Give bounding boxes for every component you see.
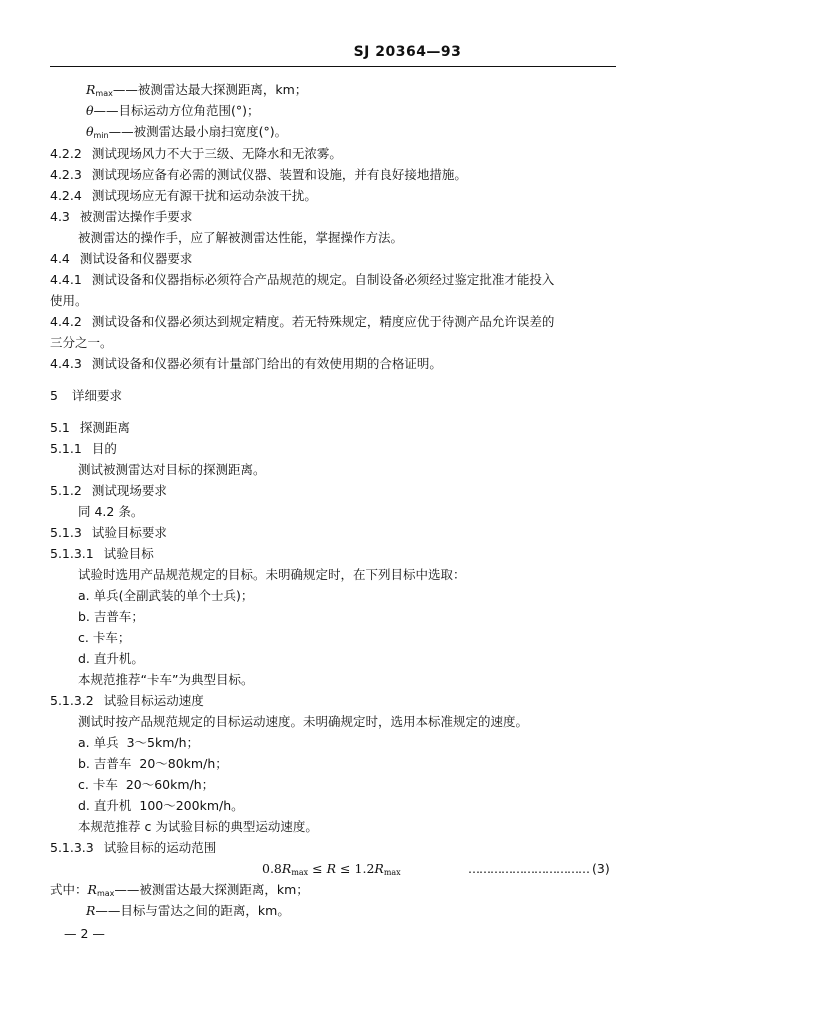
clause-number: 4.4.2 [50,314,82,329]
clause-number: 4.4 [50,251,70,266]
clause-number: 4.3 [50,209,70,224]
clause-4-4-1 [50,272,554,288]
clause-text: 被测雷达操作手要求 [79,209,193,224]
clause-4-3-body: 被测雷达的操作手，应了解被测雷达性能，掌握操作方法。 [78,230,404,245]
clause-4-2-3 [50,167,467,183]
clause-4-4-3 [50,356,442,372]
target-name: 吉普车 [93,756,132,771]
target-speed: 100～200km/h。 [139,798,244,813]
symbol: θ [86,124,94,139]
clause-5-1-3-1-note: 本规范推荐“卡车”为典型目标。 [78,672,254,687]
clause-text: 测试设备和仪器要求 [79,251,193,266]
document-code-header: SJ 20364—93 [353,44,462,60]
clause-text: 探测距离 [79,420,130,435]
subscript: max [96,889,115,898]
clause-5-1-1 [50,441,117,457]
clause-5-1-3-3 [50,840,216,856]
header-rule [50,66,616,67]
equation-relation: ≤ [340,861,351,876]
clause-text: 测试设备和仪器必须达到规定精度。若无特殊规定，精度应优于待测产品允许误差的 [91,314,555,329]
target-speed: 3～5km/h； [126,735,200,750]
symbol: R [87,882,97,897]
subscript: min [93,131,109,140]
clause-text: 测试现场要求 [91,483,167,498]
clause-text: 试验目标 [103,546,154,561]
list-item [78,630,130,646]
subscript: max [95,89,113,98]
clause-number: 5.1.3 [50,525,82,540]
definition-theta-min [86,124,287,144]
list-label: b. [78,609,90,624]
where-definitions-lead [50,882,309,902]
clause-5-1-2-body: 同 4.2 条。 [78,504,144,519]
target-name: 卡车 [92,777,118,792]
page-number: — 2 — [64,926,105,941]
clause-number: 4.4.3 [50,356,82,371]
clause-4-4 [50,251,192,267]
definition-text: ——被测雷达最小扇扫宽度(°)。 [108,124,288,139]
speed-item [78,756,228,772]
list-label: a. [78,735,90,750]
clause-4-4-1-continued: 使用。 [50,293,88,308]
list-item [78,651,144,667]
clause-number: 4.2.4 [50,188,82,203]
list-item [78,588,253,604]
equation-leader-dots: …………………………… [468,862,589,876]
clause-text: 测试现场应无有源干扰和运动杂波干扰。 [91,188,317,203]
definition-text: ——被测雷达最大探测距离，km； [114,882,309,897]
list-text: 卡车； [92,630,131,645]
clause-number: 4.2.3 [50,167,82,182]
clause-number: 5.1 [50,420,70,435]
equation-3 [262,861,401,881]
definition-theta [86,103,260,119]
clause-number: 5 [50,388,58,403]
definition-text: ——目标运动方位角范围(°)； [93,103,260,118]
clause-number: 5.1.3.1 [50,546,94,561]
definition-text: ——被测雷达最大探测距离，km； [112,82,308,97]
clause-5-1-3-1 [50,546,154,562]
clause-5-1-3-2-body: 测试时按产品规范规定的目标运动速度。未明确规定时，选用本标准规定的速度。 [78,714,529,729]
clause-5-1 [50,420,130,436]
clause-text: 试验目标运动速度 [103,693,204,708]
list-label: d. [78,798,90,813]
clause-4-4-2 [50,314,554,330]
clause-text: 测试现场应备有必需的测试仪器、装置和设施，并有良好接地措施。 [91,167,467,182]
equation-coefficient: 0.8 [262,861,282,876]
equation-number: (3) [592,861,610,876]
equation-symbol: R [281,861,292,876]
list-label: d. [78,651,90,666]
list-item [78,609,144,625]
symbol: R [86,903,96,918]
clause-number: 5.1.2 [50,483,82,498]
clause-text: 测试设备和仪器必须有计量部门给出的有效使用期的合格证明。 [91,356,442,371]
equation-subscript: max [383,868,401,877]
symbol: θ [86,103,94,118]
definition-rmax [86,82,307,102]
list-label: c. [78,777,89,792]
equation-symbol: R [374,861,384,876]
speed-item [78,798,244,814]
clause-5-1-3 [50,525,167,541]
clause-4-2-2 [50,146,342,162]
clause-5-1-3-2-note: 本规范推荐 c 为试验目标的典型运动速度。 [78,819,318,834]
clause-5-1-3-2 [50,693,204,709]
clause-number: 4.4.1 [50,272,82,287]
clause-text: 测试设备和仪器指标必须符合产品规范的规定。自制设备必须经过鉴定批准才能投入 [91,272,555,287]
clause-5-1-1-body: 测试被测雷达对目标的探测距离。 [78,462,266,477]
speed-item [78,777,214,793]
clause-number: 4.2.2 [50,146,82,161]
definition-text: ——目标与雷达之间的距离，km。 [95,903,290,918]
symbol: R [86,82,96,97]
clause-5-1-3-1-body: 试验时选用产品规范规定的目标。未明确规定时，在下列目标中选取： [78,567,466,582]
target-speed: 20～80km/h； [139,756,228,771]
equation-subscript: max [291,868,309,877]
target-name: 单兵 [93,735,119,750]
list-label: b. [78,756,90,771]
list-text: 吉普车； [93,609,144,624]
equation-symbol: R [326,861,337,876]
target-speed: 20～60km/h； [125,777,215,792]
speed-item [78,735,199,751]
definition-r [86,903,290,919]
clause-text: 目的 [91,441,117,456]
equation-coefficient: 1.2 [354,861,375,876]
where-label: 式中： [50,882,88,897]
clause-number: 5.1.3.3 [50,840,94,855]
clause-number: 5.1.3.2 [50,693,94,708]
clause-4-3 [50,209,192,225]
clause-5-1-2 [50,483,167,499]
list-label: a. [78,588,90,603]
target-name: 直升机 [93,798,132,813]
list-label: c. [78,630,89,645]
list-text: 直升机。 [93,651,144,666]
clause-5 [50,388,122,404]
clause-number: 5.1.1 [50,441,82,456]
clause-4-2-4 [50,188,317,204]
clause-4-4-2-continued: 三分之一。 [50,335,113,350]
clause-text: 详细要求 [71,388,122,403]
clause-text: 测试现场风力不大于三级、无降水和无浓雾。 [91,146,342,161]
clause-text: 试验目标要求 [91,525,167,540]
list-text: 单兵(全副武装的单个士兵)； [93,588,254,603]
clause-text: 试验目标的运动范围 [103,840,217,855]
equation-relation: ≤ [312,861,323,876]
